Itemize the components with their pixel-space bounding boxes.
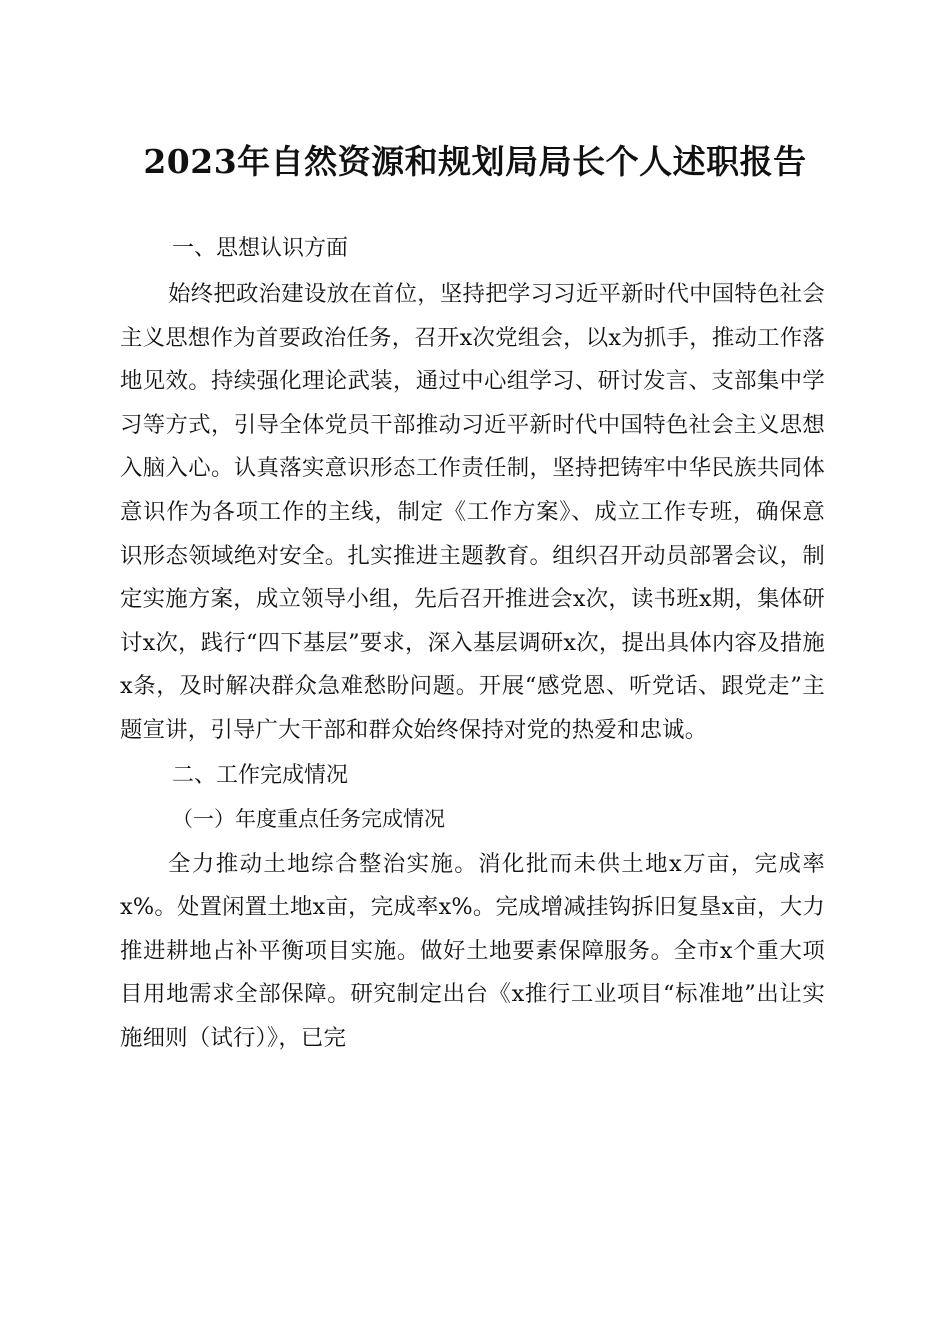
document-title: 2023年自然资源和规划局局长个人述职报告 [143,142,807,181]
document-body [120,230,825,1065]
section-heading-thought: 一、思想认识方面 [172,236,349,261]
paragraph-thought: 始终把政治建设放在首位，坚持把学习习近平新时代中国特色社会主义思想作为首要政治任务，召开x次党组会，以x为抓手，推动工作落地见效。持续强化理论武装，通过中心组学习、研讨发言、支部集中学习等方式，引导全体党员干部推动习近平新时代中国特色社会主义思想入脑入心。认真落实意识形态工作责任制，坚持把铸牢中华民族共同体意识作为各项工作的主线，制定《工作方案》、成立工作专班，确保意识形态领域绝对安全。扎实推进主题教育。组织召开动员部署会议，制定实施方案，成立领导小组，先后召开推进会x次，读书班x期，集体研讨x次，践行“四下基层”要求，深入基层调研x次，提出具体内容及措施x条，及时解决群众急难愁盼问题。开展“感党恩、听党话、跟党走”主题宣讲，引导广大干部和群众始终保持对党的热爱和忠诚。 [120,281,825,743]
subsection-heading-key-tasks: （一）年度重点任务完成情况 [172,806,445,831]
paragraph-key-tasks: 全力推动土地综合整治实施。消化批而未供土地x万亩，完成率x%。处置闲置土地x亩，完成率x%。完成增减挂钩拆旧复垦x亩，大力推进耕地占补平衡项目实施。做好土地要素保障服务。全市x个重大项目用地需求全部保障。研究制定出台《x推行工业项目“标准地”出让实施细则（试行）》，已完 [120,850,825,1051]
section-heading-work: 二、工作完成情况 [172,762,349,788]
